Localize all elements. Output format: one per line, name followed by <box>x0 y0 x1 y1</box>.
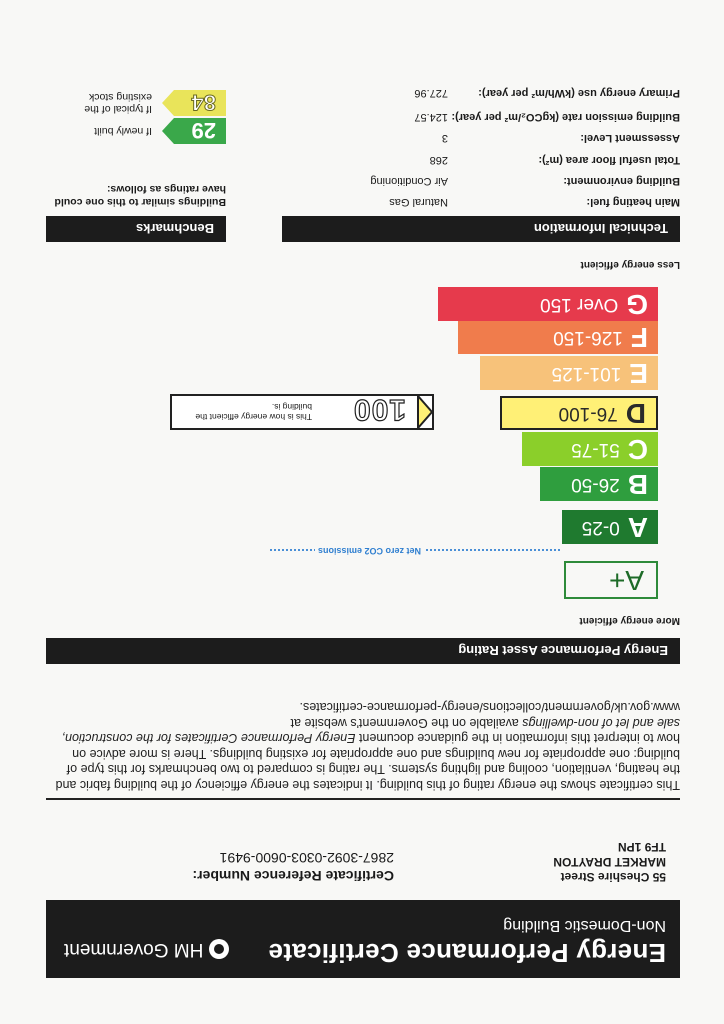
tech-row-floor-area <box>430 154 680 166</box>
band-letter: F <box>630 322 648 353</box>
benchmark-typical-label: If typical of the existing stock <box>84 91 152 115</box>
rating-section-header <box>46 638 680 664</box>
address-line: 55 Cheshire Street <box>560 870 666 884</box>
rating-band-f <box>458 320 658 354</box>
tech-value: 727.96 <box>414 87 448 99</box>
benchmarks-intro: Buildings similar to this one could have ratings as follows: <box>54 183 226 208</box>
property-address <box>553 839 666 884</box>
tech-label: Assessment Level: <box>580 132 680 144</box>
less-efficient-label: Less energy efficient <box>580 259 680 270</box>
header-bar <box>46 900 680 978</box>
band-range: 126-150 <box>553 327 623 348</box>
tech-label: Building environment: <box>563 175 680 187</box>
benchmarks-section-header <box>46 216 226 242</box>
tech-row-assessment-level <box>442 132 680 144</box>
benchmark-arrow <box>162 118 226 144</box>
address-line: TF9 1PN <box>617 840 666 854</box>
government-url[interactable]: www.gov.uk/government/collections/energy-performance-certificates. <box>299 700 680 715</box>
benchmark-new-build <box>52 118 226 144</box>
guidance-title: Energy Performance Certificates for the construction, sale and let of non-dwellings <box>61 716 680 746</box>
address-line: MARKET DRAYTON <box>553 855 666 869</box>
tech-value: 3 <box>441 132 448 144</box>
band-range: 0-25 <box>581 517 620 538</box>
tech-row-environment <box>370 175 680 187</box>
band-letter: B <box>627 469 648 500</box>
rating-band-d <box>500 396 658 430</box>
document-title: Energy Performance Certificate <box>268 938 666 968</box>
a-plus-band <box>564 561 658 599</box>
tech-row-emission-rate <box>414 111 680 123</box>
rating-band-g <box>438 287 658 321</box>
tech-label: Building emission rate (kgCO₂/m² per year): <box>451 111 680 123</box>
benchmark-new-value: 29 <box>191 118 216 143</box>
rating-section-title: Energy Performance Asset Rating <box>458 643 668 659</box>
current-rating-marker <box>170 394 434 430</box>
rating-pointer-icon <box>410 394 434 430</box>
technical-section-header <box>282 216 680 242</box>
more-efficient-label: More energy efficient <box>579 615 680 626</box>
benchmark-arrow <box>162 90 226 116</box>
certificate-reference-number: 2867-3092-0303-0600-9491 <box>219 850 394 866</box>
band-letter: G <box>626 289 648 320</box>
current-rating-value: 100 <box>352 393 406 426</box>
benchmark-typical-stock <box>52 90 226 116</box>
tech-row-primary-energy <box>414 87 680 99</box>
a-plus-label: A+ <box>608 565 644 596</box>
intro-paragraph <box>50 699 680 792</box>
band-range: 26-50 <box>571 474 620 495</box>
band-letter: A <box>627 512 648 543</box>
intro-text-2: available on the Government's website at <box>290 716 523 730</box>
rating-band-e <box>480 356 658 390</box>
net-zero-label: Net zero CO2 emissions <box>315 546 424 556</box>
rating-band-c <box>522 432 658 466</box>
tech-label: Total useful floor area (m²): <box>538 154 680 166</box>
certificate-reference-label: Certificate Reference Number: <box>192 868 394 884</box>
band-letter: E <box>629 358 648 389</box>
band-range: 76-100 <box>558 403 618 424</box>
band-letter: C <box>627 434 648 465</box>
logo-text: HM Government <box>64 939 204 960</box>
benchmark-new-label: If newly built <box>94 125 152 137</box>
rating-marker-text: This is how energy efficient the building is. <box>195 402 312 422</box>
tech-value: 268 <box>429 154 448 166</box>
rating-band-a <box>562 510 658 544</box>
band-letter: D <box>625 398 646 429</box>
band-range: 101-125 <box>551 363 622 384</box>
intro-text: This certificate shows the energy rating of this building. It indicates the energy efficiency of the building fabric and the heating, ventilation, cooling and lighting systems. The rating is compared to two benchmarks for this type of building: one appropriate for new buildings and one appropriate for existing buildings. There is more advice on how to interpret this information in the guidance document <box>55 731 680 792</box>
technical-section-title: Technical Information <box>533 221 668 237</box>
band-range: Over 150 <box>540 294 619 315</box>
divider <box>46 798 680 800</box>
crest-icon <box>209 939 229 959</box>
tech-value: Natural Gas <box>389 196 448 208</box>
tech-row-heating-fuel <box>389 196 680 208</box>
tech-label: Main heating fuel: <box>586 196 680 208</box>
benchmarks-section-title: Benchmarks <box>135 221 214 237</box>
document-subtitle: Non-Domestic Building <box>503 917 666 934</box>
tech-value: 124.57 <box>414 111 448 123</box>
tech-value: Air Conditioning <box>370 175 448 187</box>
band-range: 51-75 <box>571 439 620 460</box>
hm-government-logo <box>64 938 229 960</box>
rating-band-b <box>540 467 658 501</box>
tech-label: Primary energy use (kWh/m² per year): <box>478 87 680 99</box>
benchmark-typical-value: 84 <box>191 90 216 115</box>
